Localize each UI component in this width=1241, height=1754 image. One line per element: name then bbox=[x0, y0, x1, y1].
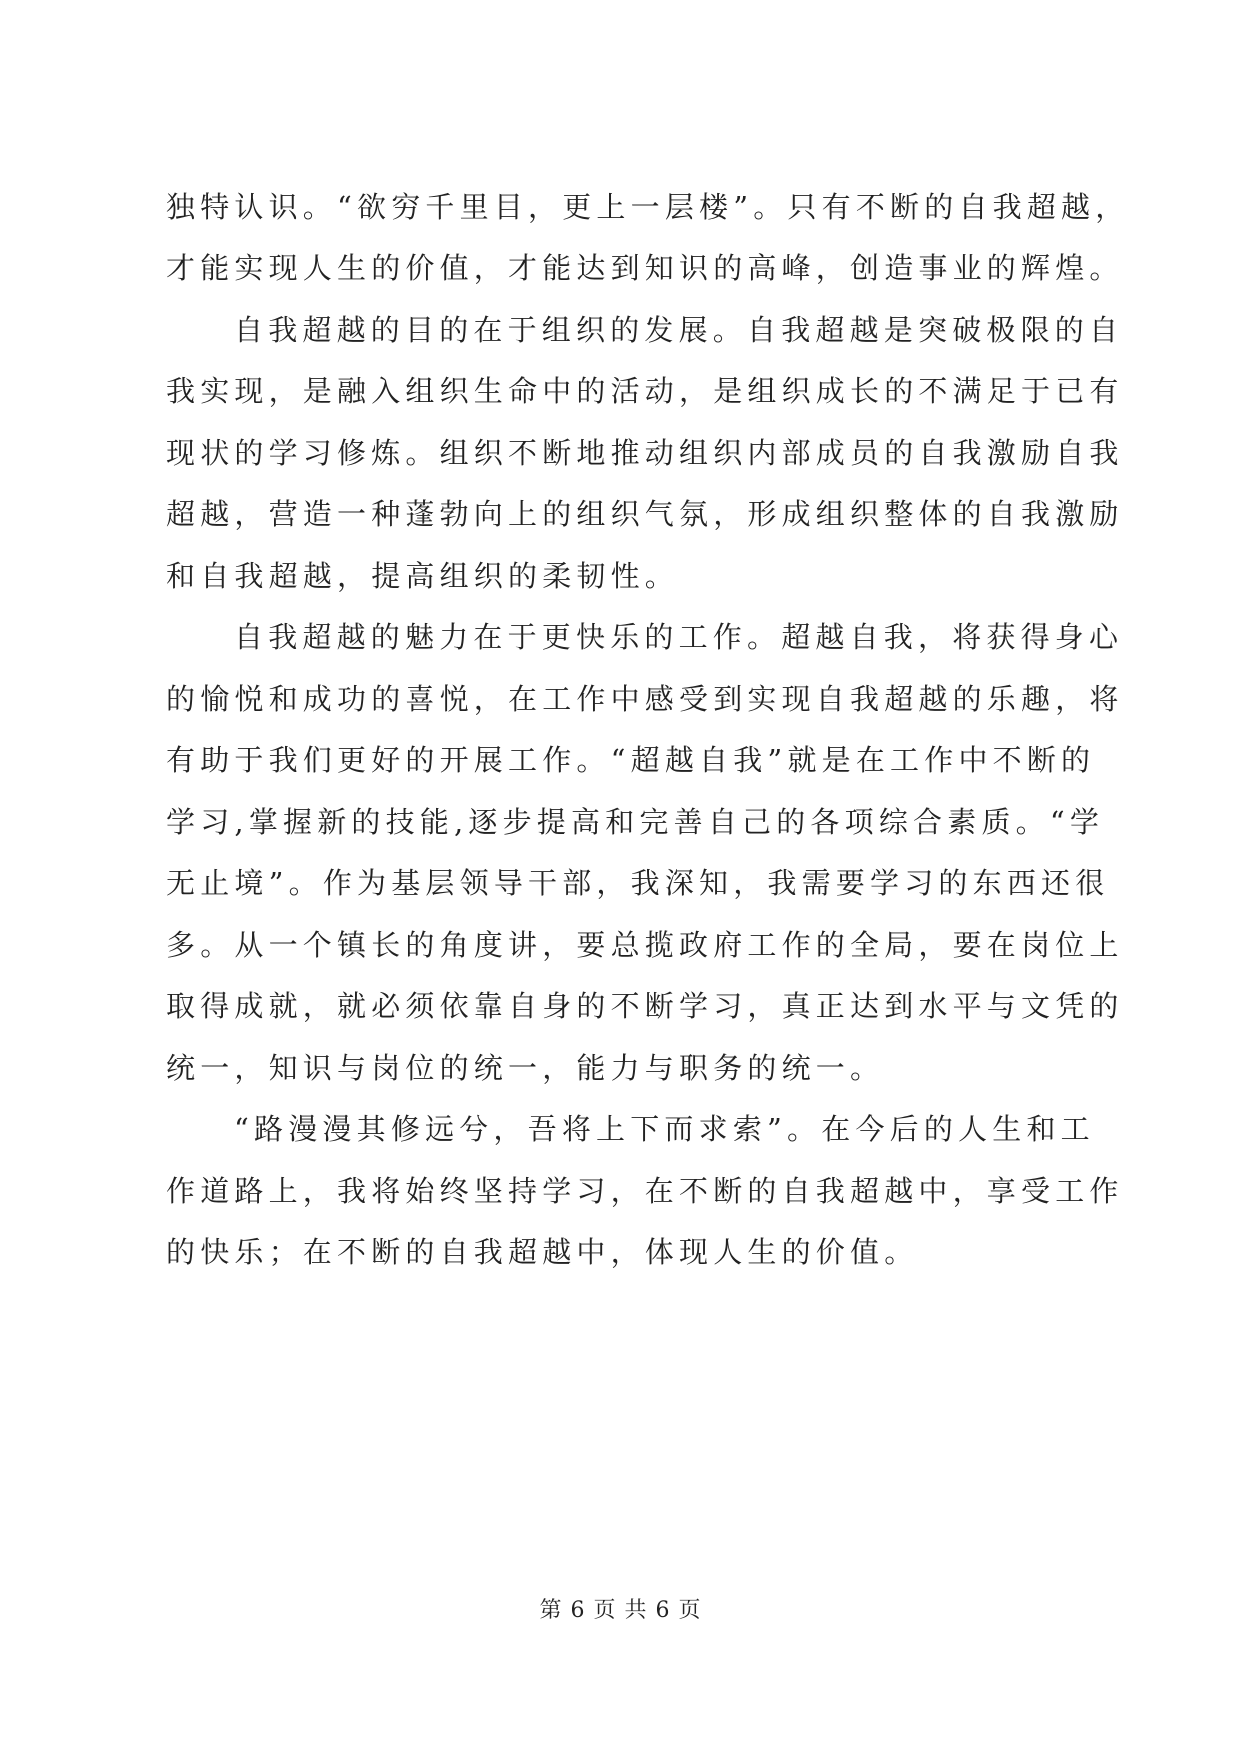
text-line: 现状的学习修炼。组织不断地推动组织内部成员的自我激励自我 bbox=[166, 436, 1124, 470]
text-line: 独特认识。“欲穷千里目，更上一层楼”。只有不断的自我超越， bbox=[166, 190, 1130, 224]
text-line: 的愉悦和成功的喜悦，在工作中感受到实现自我超越的乐趣，将 bbox=[166, 682, 1124, 716]
text-line: 有助于我们更好的开展工作。“超越自我”就是在工作中不断的 bbox=[166, 743, 1096, 777]
text-line: 无止境”。作为基层领导干部，我深知，我需要学习的东西还很 bbox=[166, 866, 1110, 900]
text-line: 取得成就，就必须依靠自身的不断学习，真正达到水平与文凭的 bbox=[166, 989, 1124, 1023]
text-line: 才能实现人生的价值，才能达到知识的高峰，创造事业的辉煌。 bbox=[166, 251, 1124, 285]
page-number-footer: 第 6 页 共 6 页 bbox=[539, 1598, 702, 1623]
text-line: 我实现，是融入组织生命中的活动，是组织成长的不满足于已有 bbox=[166, 374, 1124, 408]
text-line: 学习,掌握新的技能,逐步提高和完善自己的各项综合素质。“学 bbox=[166, 805, 1105, 839]
paragraph-first-line: 自我超越的魅力在于更快乐的工作。超越自我，将获得身心 bbox=[234, 620, 1124, 654]
text-line: 和自我超越，提高组织的柔韧性。 bbox=[166, 559, 680, 593]
text-line: 多。从一个镇长的角度讲，要总揽政府工作的全局，要在岗位上 bbox=[166, 928, 1124, 962]
text-line: 超越，营造一种蓬勃向上的组织气氛，形成组织整体的自我激励 bbox=[166, 497, 1124, 531]
text-line: 统一，知识与岗位的统一，能力与职务的统一。 bbox=[166, 1051, 885, 1085]
paragraph-first-line: “路漫漫其修远兮，吾将上下而求索”。在今后的人生和工 bbox=[234, 1112, 1095, 1146]
paragraph-first-line: 自我超越的目的在于组织的发展。自我超越是突破极限的自 bbox=[234, 313, 1124, 347]
text-line: 的快乐；在不断的自我超越中，体现人生的价值。 bbox=[166, 1235, 919, 1269]
text-line: 作道路上，我将始终坚持学习，在不断的自我超越中，享受工作 bbox=[166, 1174, 1124, 1208]
